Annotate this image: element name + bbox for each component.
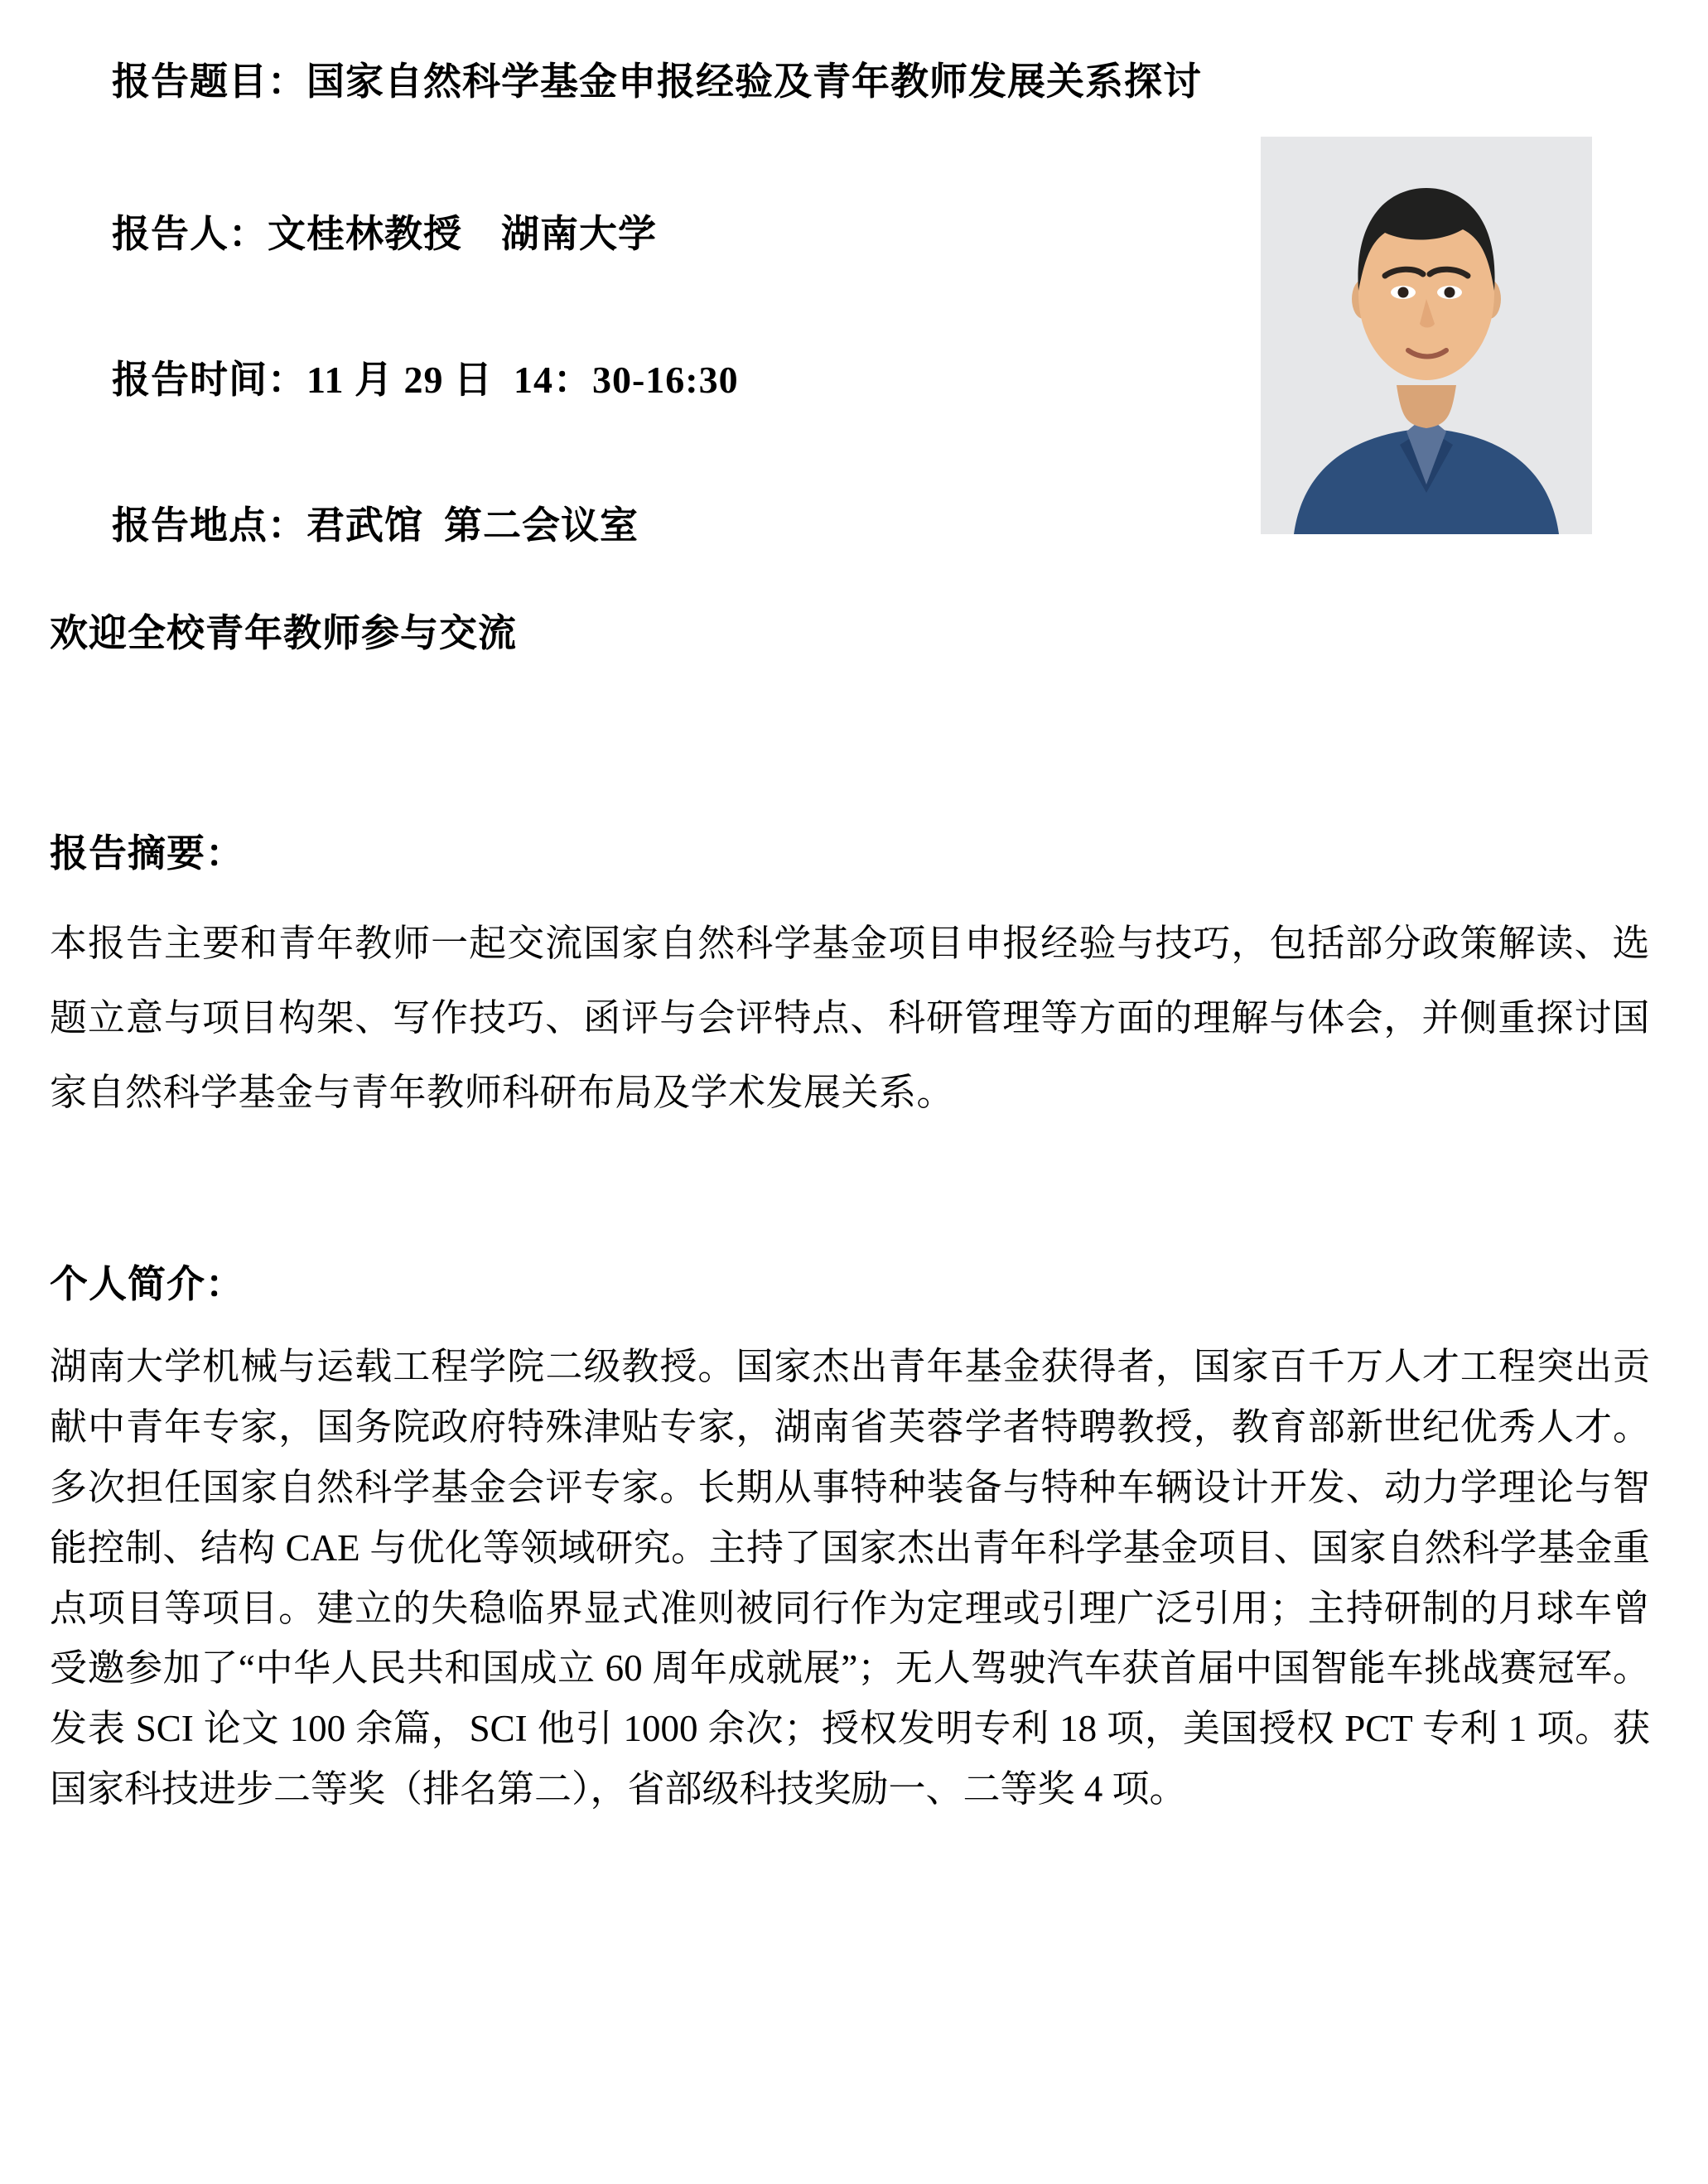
bio-body: 湖南大学机械与运载工程学院二级教授。国家杰出青年基金获得者，国家百千万人才工程突出贡献中青年专家，国务院政府特殊津贴专家，湖南省芙蓉学者特聘教授，教育部新世纪优秀人才。多次担任国家自然科学基金会评专家。长期从事特种装备与特种车辆设计开发、动力学理论与智能控制、结构 CAE 与优化等领域研究。主持了国家杰出青年科学基金项目、国家自然科学基金重点项目等项目。建立的失稳临界显式准则被同行作为定理或引理广泛引用；主持研制的月球车曾受邀参加了“中华人民共和国成立 60 周年成就展”；无人驾驶汽车获首届中国智能车挑战赛冠军。发表 SCI 论文 100 余篇，SCI 他引 1000 余次；授权发明专利 18 项，美国授权 PCT 专利 1 项。获国家科技进步二等奖（排名第二），省部级科技奖励一、二等奖 4 项。 [50,1346,1650,1810]
report-time-value: 11 月 29 日 14：30-16:30 [306,359,739,401]
report-place-value: 君武馆 第二会议室 [306,504,639,547]
abstract-heading: 报告摘要： [50,832,244,875]
report-title-value: 国家自然科学基金申报经验及青年教师发展关系探讨 [306,60,1202,103]
bio-heading: 个人简介： [50,1263,244,1305]
report-place-label: 报告地点： [112,504,306,547]
report-speaker-value: 文桂林教授 湖南大学 [268,213,657,255]
report-title-label: 报告题目： [112,60,306,103]
welcome-line: 欢迎全校青年教师参与交流 [50,612,517,654]
report-speaker-label: 报告人： [112,213,268,255]
bio-section [50,1254,1650,1820]
report-title-line [50,25,1650,139]
report-time-label: 报告时间： [112,359,306,401]
speaker-portrait [1261,137,1592,534]
header-abstract-spacer [50,684,1650,823]
header-block [50,25,1650,653]
abstract-section [50,823,1650,1130]
abstract-body: 本报告主要和青年教师一起交流国家自然科学基金项目申报经验与技巧，包括部分政策解读、选题立意与项目构架、写作技巧、函评与会评特点、科研管理等方面的理解与体会，并侧重探讨国家自然科学基金与青年教师科研布局及学术发展关系。 [50,923,1650,1113]
abstract-bio-spacer [50,1130,1650,1254]
